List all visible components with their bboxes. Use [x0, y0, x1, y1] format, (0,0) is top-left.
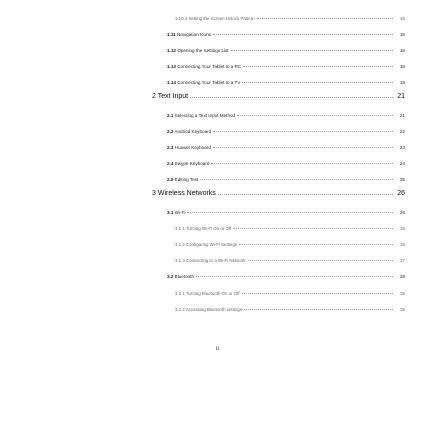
toc-entry[interactable]	[0, 203, 435, 217]
toc-page-number: 27	[400, 258, 405, 263]
toc-entry[interactable]	[0, 122, 435, 136]
toc-chapter-entry[interactable]	[0, 87, 435, 101]
toc-page-number: 26	[400, 226, 405, 231]
toc-entry[interactable]	[0, 251, 435, 265]
toc-page-number: 16	[399, 48, 405, 53]
toc-entry-title: 2.4 Swype Keyboard	[167, 161, 210, 166]
toc-leader-dots	[211, 163, 393, 164]
toc-entry[interactable]	[0, 25, 435, 39]
toc-leader-dots	[213, 147, 393, 148]
toc-leader-dots	[190, 97, 393, 98]
toc-entry[interactable]	[0, 219, 435, 233]
toc-entry[interactable]	[0, 106, 435, 120]
toc-page-number: 15	[400, 16, 405, 21]
toc-entry[interactable]	[0, 154, 435, 168]
toc-leader-dots	[231, 50, 393, 51]
toc-leader-dots	[243, 66, 393, 67]
toc-leader-dots	[244, 309, 393, 310]
toc-leader-dots	[187, 212, 393, 213]
toc-leader-dots	[218, 194, 393, 195]
toc-entry-title: 1.11 Navigation Icons	[167, 32, 211, 37]
toc-leader-dots	[237, 115, 393, 116]
toc-page-number: 18	[399, 64, 405, 69]
toc-entry-title: 3.2.1 Turning Bluetooth On or Off	[175, 291, 240, 296]
toc-leader-dots	[196, 276, 393, 277]
toc-entry[interactable]	[0, 235, 435, 249]
toc-entry-title: 3.1.1 Turning Wi-Fi On or Off	[175, 226, 232, 231]
toc-entry-title: 2.2 Andriod Keyboard	[167, 129, 212, 134]
toc-entry[interactable]	[0, 73, 435, 87]
toc-entry-title: 3.2.2 Accessing Bluetooth settings	[175, 307, 242, 312]
toc-entry[interactable]	[0, 170, 435, 184]
toc-page-number: 26	[400, 242, 405, 247]
toc-leader-dots	[239, 244, 393, 245]
toc-entry[interactable]	[0, 9, 435, 23]
toc-entry[interactable]	[0, 300, 435, 314]
page-footer-number: ii	[215, 346, 220, 352]
toc-entry[interactable]	[0, 138, 435, 152]
toc-leader-dots	[233, 228, 393, 229]
toc-leader-dots	[213, 34, 393, 35]
toc-page-number: 26	[399, 210, 405, 215]
toc-leader-dots	[242, 293, 393, 294]
toc-entry-title: 2.1 Selecting a Text Input Method	[167, 113, 236, 118]
toc-page-number: 22	[399, 129, 405, 134]
toc-entry[interactable]	[0, 284, 435, 298]
toc-page-number: 19	[399, 80, 405, 85]
toc-entry-title: 1.10.4 Setting the Screen Unlock Pattern	[175, 16, 255, 21]
toc-page-number: 28	[399, 274, 405, 279]
toc-leader-dots	[257, 18, 393, 19]
toc-entry-title: 2.5 Editing Text	[167, 177, 199, 182]
toc-entry-title: 1.12 Opening the Settings List	[167, 48, 229, 53]
toc-page-number: 25	[399, 177, 405, 182]
toc-page-number: 23	[399, 145, 405, 150]
toc-entry[interactable]	[0, 57, 435, 71]
toc-entry-title: 3.1 Wi-Fi	[167, 210, 186, 215]
toc-entry-title: 3.1.3 Connecting to a Wi-Fi Network	[175, 258, 246, 263]
toc-entry-title: 3.1.2 Configuring Wi-Fi Settings	[175, 242, 237, 247]
toc-entry-title: 1.14 Connecting Your Tablet to a TV	[167, 80, 241, 85]
toc-leader-dots	[213, 131, 393, 132]
toc-leader-dots	[242, 82, 393, 83]
toc-page-number: 21	[397, 93, 405, 100]
toc-entry[interactable]	[0, 267, 435, 281]
toc-page-number: 24	[399, 161, 405, 166]
toc-entry-title: 2.3 Huawei Keyboard	[167, 145, 211, 150]
toc-page-number: 28	[400, 291, 405, 296]
toc-leader-dots	[200, 179, 393, 180]
toc-chapter-entry[interactable]	[0, 184, 435, 198]
toc-page-number: 28	[400, 307, 405, 312]
toc-chapter-title: 3 Wireless Networks	[152, 190, 216, 197]
toc-entry-title: 3.2 Bluetooth	[167, 274, 195, 279]
toc-leader-dots	[248, 260, 393, 261]
toc-entry-title: 1.13 Connecting Your Tablet to a PC	[167, 64, 241, 69]
toc-page-number: 21	[399, 113, 405, 118]
toc-page-number: 26	[397, 190, 405, 197]
toc-page-number: 15	[399, 32, 405, 37]
toc-entry[interactable]	[0, 41, 435, 55]
toc-chapter-title: 2 Text Input	[152, 93, 189, 100]
